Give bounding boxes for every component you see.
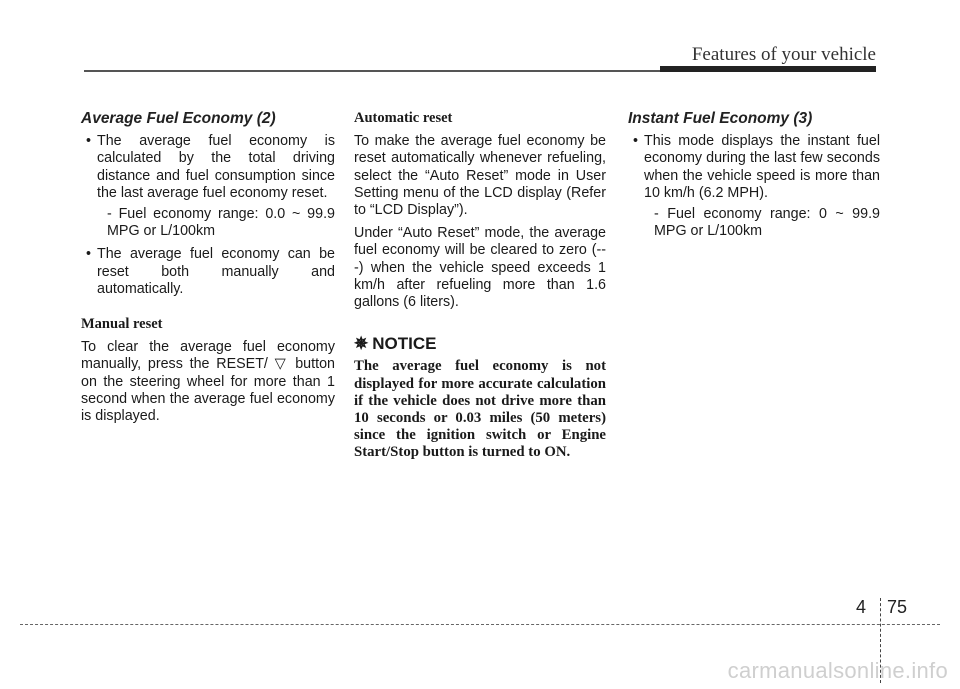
page-header-title: Features of your vehicle (691, 44, 876, 65)
column-right (628, 110, 880, 246)
automatic-reset-text-1: To make the average fuel economy be reset automatically whenever refueling, select the “Auto Reset” mode in User Setting menu of the LCD display (Refer to “LCD Display”). (354, 133, 606, 219)
notice-text: The average fuel economy is not displayed for more accurate calculation if the vehicle does not drive more than 10 seconds or 0.03 miles (50 meters) since the ignition switch or Engine Start/Stop button is turned to ON. (354, 358, 606, 461)
average-fuel-economy-heading: Average Fuel Economy (2) (81, 110, 276, 127)
notice-star-icon: ✵ (354, 334, 369, 354)
fuel-range-note: - Fuel economy range: 0 ~ 99.9 MPG or L/100km (654, 206, 880, 240)
manual-reset-heading: Manual reset (81, 316, 163, 333)
bullet-text: The average fuel economy can be reset both manually and automatically. (97, 246, 335, 297)
bullet-text: This mode displays the instant fuel economy during the last few seconds when the vehicle speed is more than 10 km/h (6.2 MPH). (644, 133, 880, 201)
instant-fuel-economy-heading: Instant Fuel Economy (3) (628, 110, 813, 127)
column-middle (354, 110, 606, 462)
instant-fuel-economy-list (628, 133, 880, 240)
bullet-text: The average fuel economy is calculated by the total driving distance and fuel consumption since the last average fuel economy reset. (97, 133, 335, 201)
list-item (81, 246, 335, 298)
list-item (81, 133, 335, 240)
fuel-range-note: - Fuel economy range: 0.0 ~ 99.9 MPG or L/100km (107, 206, 335, 240)
column-left (81, 110, 335, 431)
average-fuel-economy-list (81, 133, 335, 298)
automatic-reset-text-2: Under “Auto Reset” mode, the average fuel economy will be cleared to zero (---) when the vehicle speed exceeds 1 km/h after refueling more than 1.6 gallons (6 liters). (354, 225, 606, 311)
page-number: 75 (887, 597, 908, 617)
automatic-reset-heading: Automatic reset (354, 110, 453, 126)
header-rule-accent (660, 66, 876, 72)
watermark: carmanualsonline.info (727, 658, 948, 683)
manual-reset-text: To clear the average fuel economy manually, press the RESET/ ▽ button on the steering wheel for more than 1 second when the average fuel economy is displayed. (81, 339, 335, 425)
notice-title: NOTICE (372, 334, 437, 354)
notice-heading (354, 335, 606, 352)
chapter-number: 4 (856, 597, 867, 617)
list-item (628, 133, 880, 240)
footer-rule (20, 624, 940, 625)
